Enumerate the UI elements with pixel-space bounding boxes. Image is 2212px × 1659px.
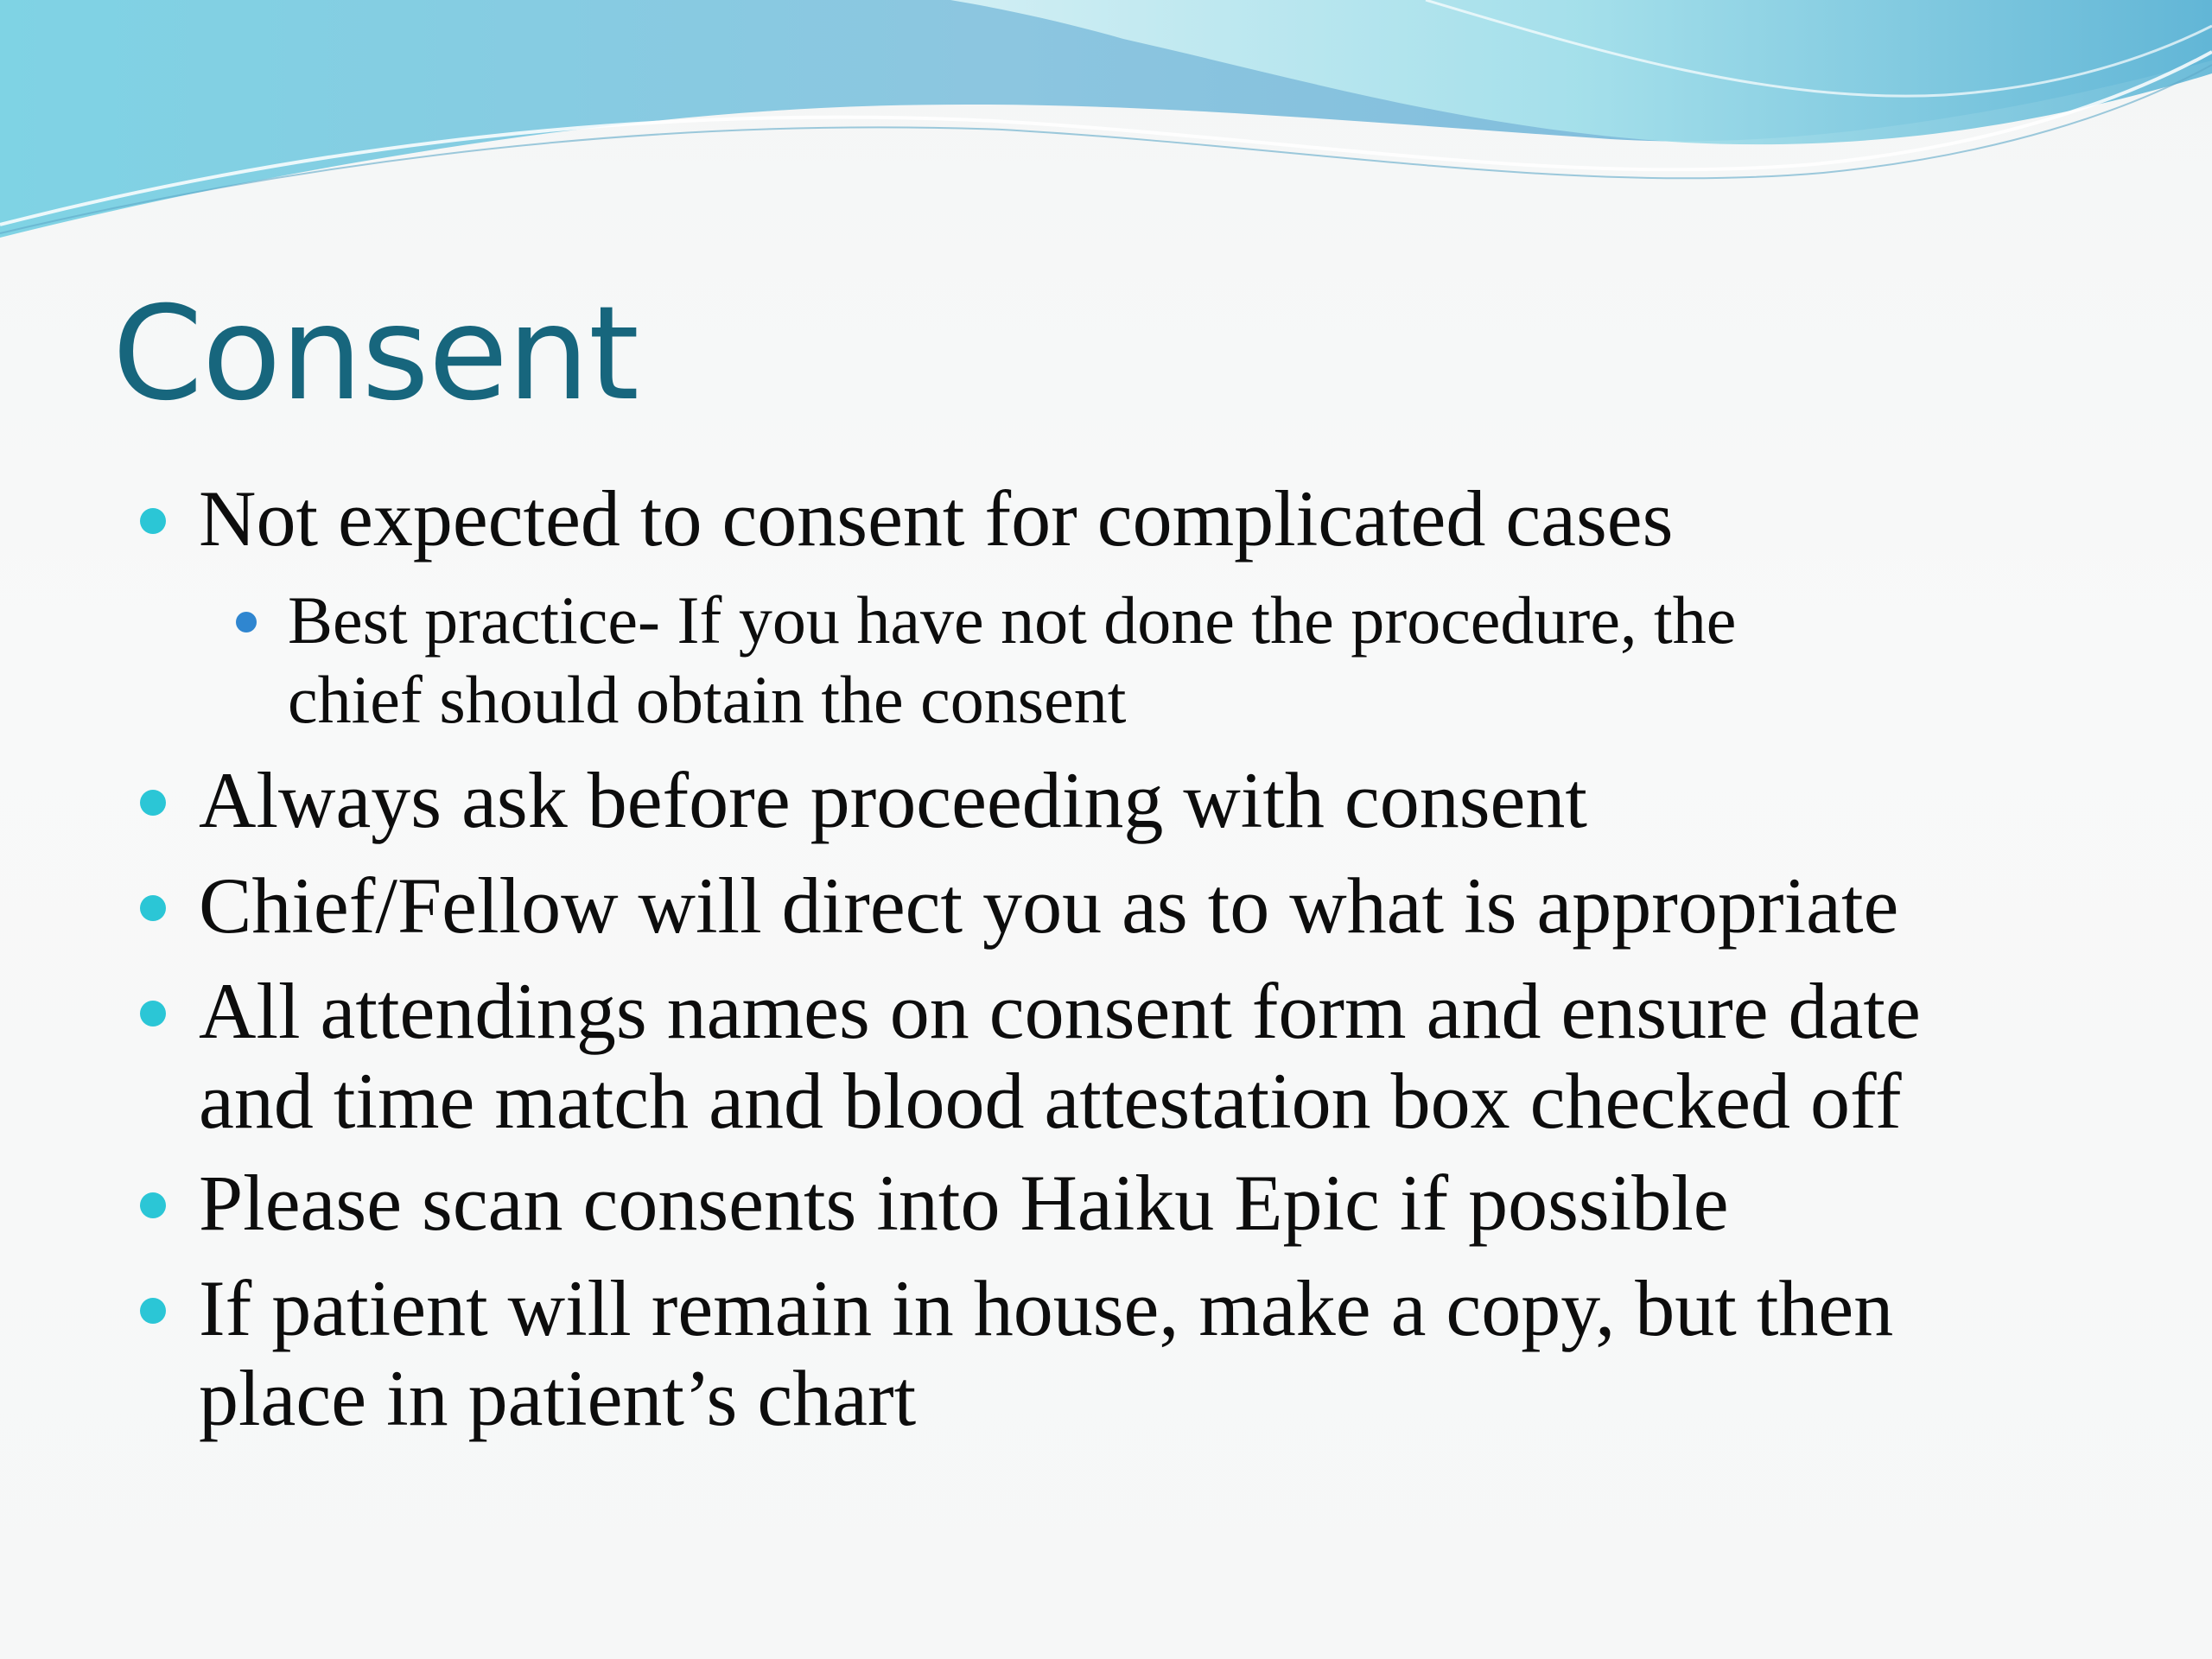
bullet-text: Chief/Fellow will direct you as to what is appropriate: [199, 861, 1899, 950]
bullet-dot-icon: [140, 790, 166, 816]
bullet-text-line: and time match and blood attestation box checked off: [199, 1057, 1902, 1145]
bullet-item: [199, 1263, 1893, 1443]
bullet-dot-icon: [140, 1298, 166, 1324]
bullet-text-line: place in patient’s chart: [199, 1354, 917, 1442]
bullet-dot-icon: [140, 1001, 166, 1027]
bullet-text: Please scan consents into Haiku Epic if possible: [199, 1159, 1729, 1247]
bullet-text-line: All attendings names on consent form and ensure date: [199, 967, 1921, 1055]
bullet-item: [199, 474, 1673, 563]
slide-title: Consent: [112, 279, 639, 429]
bullet-dot-icon: [140, 1192, 166, 1218]
sub-bullet-dot-icon: [236, 612, 257, 632]
sub-bullet-text-line: chief should obtain the consent: [288, 662, 1127, 737]
bullet-text-line: If patient will remain in house, make a copy, but then: [199, 1264, 1894, 1352]
bullet-text: Not expected to consent for complicated cases: [199, 474, 1674, 563]
bullet-item: [199, 966, 1921, 1146]
bullet-item: [199, 861, 1898, 950]
bullet-item: [199, 1158, 1729, 1248]
bullet-text: Always ask before proceeding with consent: [199, 756, 1587, 844]
sub-bullet-text-line: Best practice- If you have not done the procedure, the: [288, 582, 1737, 658]
sub-bullet-item: [288, 581, 1736, 740]
bullet-item: [199, 755, 1587, 845]
bullet-dot-icon: [140, 895, 166, 921]
bullet-dot-icon: [140, 508, 166, 534]
